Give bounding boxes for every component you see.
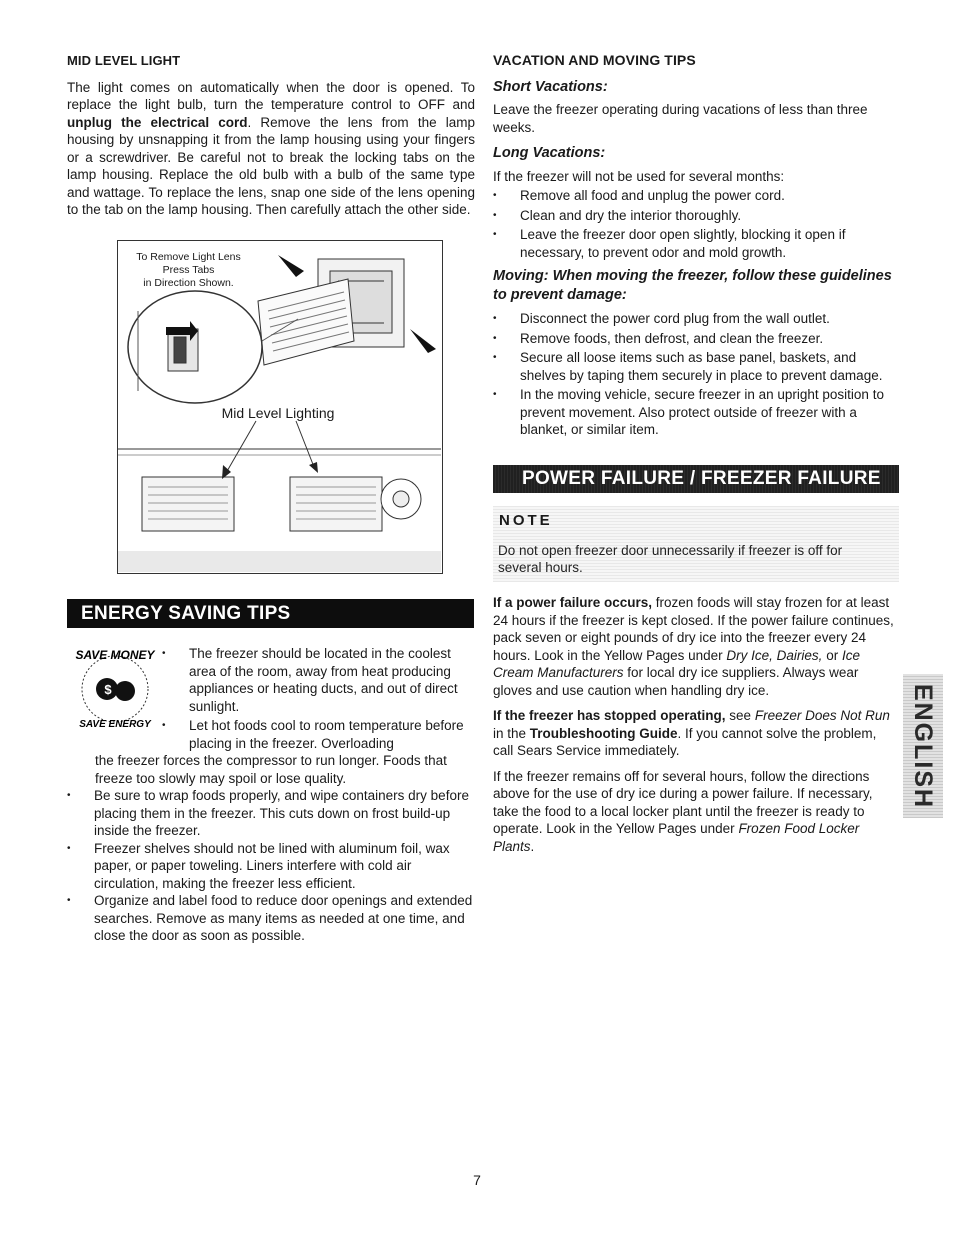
left-column — [67, 52, 475, 219]
note-box — [493, 506, 899, 582]
vacation-heading: VACATION AND MOVING TIPS — [493, 52, 696, 68]
list-item: • Organize and label food to reduce door openings and extended searches. Remove as many items as needed at one time, and close the door as soon as possible. — [67, 892, 475, 945]
svg-text:SAVE MONEY: SAVE MONEY — [75, 648, 155, 662]
mid-level-light-heading: MID LEVEL LIGHT — [67, 53, 181, 68]
short-vacations-heading: Short Vacations: — [493, 78, 608, 95]
list-item: • Let hot foods cool to room temperature before placing in the freezer. Overloading — [162, 717, 475, 752]
short-vacations-text: Leave the freezer operating during vacations of less than three weeks. — [493, 102, 868, 135]
moving-heading: Moving: When moving the freezer, follow these guidelines to prevent damage: — [493, 268, 892, 303]
svg-text:$: $ — [104, 682, 112, 697]
lens-instruction-label: To Remove Light Lens Press Tabs in Direction Shown. — [136, 251, 241, 289]
note-title: NOTE — [499, 512, 553, 529]
energy-tip-continuation: the freezer forces the compressor to run longer. Foods that freeze too slowly may spoil or lose quality. — [95, 753, 447, 786]
energy-tips-list — [67, 645, 475, 945]
power-failure-paragraph: If a power failure occurs, frozen foods will stay frozen for at least 24 hours if the freezer is kept closed. If the power failure continues, pack seven or eight pounds of dry ice into the freezer every 24 hours. Look in the Yellow Pages under Dry Ice, Dairies, or Ice Cream Manufacturers for local dry ice suppliers. Always wear gloves and use caution when handling dry ice. — [493, 595, 894, 698]
long-vacations-heading: Long Vacations: — [493, 145, 606, 161]
list-item: • Freezer shelves should not be lined with aluminum foil, wax paper, or paper toweling. Liners interfere with cold air circulation, making the freezer less efficient. — [67, 840, 475, 893]
energy-saving-banner: ENERGY SAVING TIPS — [67, 599, 474, 628]
note-text: Do not open freezer door unnecessarily if freezer is off for several hours. — [498, 543, 843, 575]
stopped-operating-paragraph: If the freezer has stopped operating, see Freezer Does Not Run in the Troubleshooting Guide. If you cannot solve the problem, call Sears Service immediately. — [493, 708, 890, 758]
list-item: • Disconnect the power cord plug from the wall outlet. — [493, 310, 898, 328]
language-tab: ENGLISH — [903, 674, 943, 818]
mid-level-light-paragraph: The light comes on automatically when the door is opened. To replace the light bulb, turn the temperature control to OFF and unplug the electrical cord. Remove the lens from the lamp housing by unsnapping it from the lamp housing using your fingers or a screwdriver. Be careful not to break the locking tabs on the lamp housing. Replace the old bulb with a bulb of the same type and wattage. To replace the lens, snap one side of the lens opening to the tab on the lamp housing. Then carefully attach the other side. — [67, 79, 476, 217]
page-number: 7 — [473, 1172, 481, 1188]
remains-off-paragraph: If the freezer remains off for several hours, follow the directions above for the use of dry ice during a power failure. If necessary, take the food to a local locker plant until the freezer is ready to operate. Look in the Yellow Pages under Frozen Food Locker Plants. — [493, 768, 873, 854]
long-vacations-intro: If the freezer will not be used for several months: — [493, 168, 785, 184]
list-item: • Clean and dry the interior thoroughly. — [493, 207, 898, 225]
list-item: • The freezer should be located in the coolest area of the room, away from heat producing appliances or heating ducts, and out of direct sunlight. — [162, 645, 475, 715]
list-item: • Leave the freezer door open slightly, blocking it open if necessary, to prevent odor and mold growth. — [493, 226, 898, 261]
list-item: • Remove foods, then defrost, and clean the freezer. — [493, 330, 898, 348]
power-failure-banner: POWER FAILURE / FREEZER FAILURE — [493, 465, 899, 493]
mid-level-lighting-figure — [117, 240, 443, 574]
right-column — [493, 52, 898, 439]
svg-text:SAVE ENERGY: SAVE ENERGY — [79, 719, 151, 730]
unplug-emphasis: unplug the electrical cord — [67, 114, 248, 130]
list-item: • Be sure to wrap foods properly, and wipe containers dry before placing them in the freezer. This cuts down on frost build-up inside the freezer. — [67, 787, 475, 840]
power-failure-text — [493, 594, 898, 863]
figure-caption: Mid Level Lighting — [221, 405, 335, 421]
list-item: • In the moving vehicle, secure freezer in an upright position to prevent movement. Also protect outside of freezer with a blanket, or similar item. — [493, 386, 898, 439]
list-item: • Remove all food and unplug the power cord. — [493, 187, 898, 205]
list-item: • Secure all loose items such as base panel, baskets, and shelves by taping them securely in place to prevent damage. — [493, 349, 898, 384]
